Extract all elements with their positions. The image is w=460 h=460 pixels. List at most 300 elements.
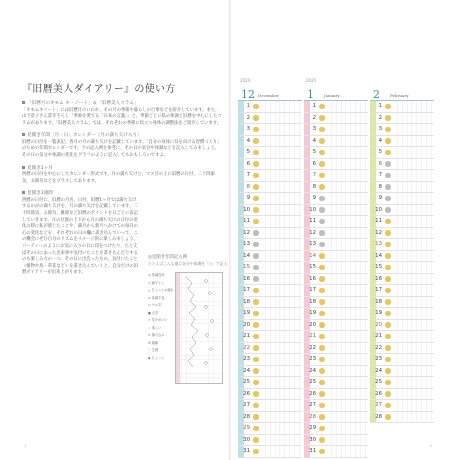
moon-phase-icon — [385, 219, 391, 225]
day-number: 10 — [375, 206, 382, 213]
day-row[interactable] — [238, 320, 302, 332]
entry-grid[interactable] — [393, 389, 434, 400]
day-row[interactable] — [370, 262, 434, 274]
entry-grid[interactable] — [261, 182, 302, 193]
legend-item: × 体調不良 — [148, 295, 165, 300]
moon-phase-icon — [385, 265, 391, 271]
entry-grid[interactable] — [393, 366, 434, 377]
example-chart-title: ◎見開き年間記入例 — [148, 255, 187, 260]
moon-phase-icon — [253, 426, 259, 432]
moon-phase-icon — [319, 322, 325, 328]
day-number: 1 — [312, 103, 316, 109]
entry-grid[interactable] — [393, 182, 434, 193]
entry-grid[interactable] — [393, 400, 434, 411]
day-row[interactable] — [238, 297, 302, 309]
day-row[interactable] — [304, 239, 368, 251]
day-row[interactable] — [238, 182, 302, 194]
moon-phase-icon — [385, 196, 391, 202]
day-number: 14 — [309, 252, 316, 259]
moon-phase-icon — [385, 345, 391, 351]
day-row[interactable] — [370, 147, 434, 159]
entry-grid[interactable] — [261, 216, 302, 227]
day-row[interactable] — [370, 274, 434, 286]
entry-grid[interactable] — [261, 297, 302, 308]
day-row[interactable] — [238, 228, 302, 240]
day-row[interactable] — [370, 366, 434, 378]
day-row[interactable] — [370, 228, 434, 240]
day-row[interactable] — [238, 354, 302, 366]
entry-grid[interactable] — [327, 423, 368, 434]
moon-phase-icon — [319, 161, 325, 167]
day-row[interactable] — [304, 331, 368, 343]
moon-phase-icon — [385, 322, 391, 328]
entry-grid[interactable] — [393, 193, 434, 204]
entry-grid[interactable] — [327, 262, 368, 273]
entry-grid[interactable] — [393, 262, 434, 273]
book-spine — [229, 0, 231, 460]
moon-phase-icon — [319, 115, 325, 121]
entry-grid[interactable] — [261, 251, 302, 262]
entry-grid[interactable] — [393, 285, 434, 296]
entry-grid[interactable] — [261, 400, 302, 411]
moon-phase-icon — [319, 449, 325, 455]
moon-phase-icon — [385, 242, 391, 248]
day-row[interactable] — [304, 147, 368, 159]
day-number: 22 — [309, 344, 316, 351]
entry-grid[interactable] — [327, 285, 368, 296]
entry-grid[interactable] — [261, 262, 302, 273]
month-column — [370, 88, 434, 423]
entry-grid[interactable] — [327, 101, 368, 112]
left-page — [22, 80, 222, 277]
moon-phase-icon — [319, 437, 325, 443]
day-number: 21 — [309, 333, 316, 339]
day-row[interactable] — [238, 170, 302, 182]
entry-grid[interactable] — [393, 320, 434, 331]
day-row[interactable] — [238, 262, 302, 274]
entry-grid[interactable] — [327, 389, 368, 400]
day-row[interactable] — [304, 170, 368, 182]
month-number: 12 — [241, 88, 255, 101]
entry-grid[interactable] — [327, 320, 368, 331]
entry-grid[interactable] — [327, 182, 368, 193]
day-number: 6 — [312, 160, 316, 167]
moon-phase-icon — [319, 150, 325, 156]
day-row[interactable] — [370, 389, 434, 401]
day-number: 2 — [312, 114, 316, 121]
entry-grid[interactable] — [327, 412, 368, 423]
entry-grid[interactable] — [261, 354, 302, 365]
page-number: 1 — [24, 444, 27, 448]
day-row[interactable] — [304, 354, 368, 366]
moon-phase-icon — [319, 104, 325, 110]
entry-grid[interactable] — [393, 343, 434, 354]
day-row[interactable] — [370, 205, 434, 217]
moon-phase-icon — [385, 414, 391, 420]
section-heading: 見開き年間「月・日」カレンダー（月の満ち欠け入り） — [27, 133, 142, 139]
day-row[interactable] — [238, 239, 302, 251]
moon-phase-icon — [385, 104, 391, 110]
moon-phase-icon — [253, 253, 259, 259]
day-row[interactable] — [304, 377, 368, 389]
section-heading: 見開き1ヶ月 — [27, 165, 53, 171]
entry-grid[interactable] — [393, 377, 434, 388]
entry-grid[interactable] — [327, 354, 368, 365]
moon-phase-icon — [253, 115, 259, 121]
entry-grid[interactable] — [393, 124, 434, 135]
entry-grid[interactable] — [327, 331, 368, 342]
month-column — [304, 88, 368, 458]
day-number: 26 — [243, 390, 250, 397]
entry-grid[interactable] — [393, 354, 434, 365]
moon-phase-icon — [253, 449, 259, 455]
entry-grid[interactable] — [393, 147, 434, 158]
day-number: 3 — [246, 126, 250, 132]
entry-grid[interactable] — [393, 331, 434, 342]
day-number: 21 — [375, 333, 382, 339]
day-row[interactable] — [370, 136, 434, 148]
example-dot — [210, 348, 213, 351]
entry-grid[interactable] — [261, 147, 302, 158]
entry-grid[interactable] — [327, 297, 368, 308]
entry-grid[interactable] — [261, 228, 302, 239]
entry-grid[interactable] — [393, 113, 434, 124]
day-row[interactable] — [370, 297, 434, 309]
entry-grid[interactable] — [393, 101, 434, 112]
day-row[interactable] — [304, 101, 368, 113]
page-number: 2 — [430, 444, 433, 448]
day-row[interactable] — [370, 320, 434, 332]
moon-phase-icon — [319, 414, 325, 420]
moon-phase-icon — [253, 276, 259, 282]
entry-grid[interactable] — [327, 400, 368, 411]
day-row[interactable] — [238, 113, 302, 125]
entry-grid[interactable] — [393, 159, 434, 170]
day-row[interactable] — [304, 320, 368, 332]
day-row[interactable] — [238, 136, 302, 148]
entry-grid[interactable] — [393, 274, 434, 285]
moon-phase-icon — [385, 368, 391, 374]
day-number: 30 — [243, 436, 250, 443]
entry-grid[interactable] — [261, 170, 302, 181]
day-row[interactable] — [304, 446, 368, 458]
day-row[interactable] — [238, 343, 302, 355]
entry-grid[interactable] — [393, 170, 434, 181]
day-number: 19 — [375, 310, 382, 316]
day-number: 18 — [309, 298, 316, 305]
entry-grid[interactable] — [327, 136, 368, 147]
day-number: 17 — [309, 287, 316, 293]
section-body: 「オモムキノート」には旧暦月のいわれ、その月の季節や暮らしの行事などを紹介しています。また、山下景子さん書き下ろし「季節を愛でる「日本の言葉」」と、季節ごとに私の体調と旧暦を中心にしたコラムがあります。「旧暦美人コラム」では、それぞれの季節に役立つ身体の調整法をご紹介しています。 — [22, 107, 222, 126]
moon-phase-icon — [385, 253, 391, 259]
entry-grid[interactable] — [261, 205, 302, 216]
entry-grid[interactable] — [261, 285, 302, 296]
day-row[interactable] — [238, 285, 302, 297]
square-bullet-icon — [22, 191, 25, 194]
entry-grid[interactable] — [261, 136, 302, 147]
entry-grid[interactable] — [327, 446, 368, 457]
day-row[interactable] — [370, 343, 434, 355]
day-row[interactable] — [304, 159, 368, 171]
entry-grid[interactable] — [261, 366, 302, 377]
day-row[interactable] — [370, 285, 434, 297]
day-row[interactable] — [304, 262, 368, 274]
day-row[interactable] — [238, 389, 302, 401]
day-row[interactable] — [370, 251, 434, 263]
entry-grid[interactable] — [327, 377, 368, 388]
day-row[interactable] — [304, 423, 368, 435]
entry-grid[interactable] — [261, 446, 302, 457]
entry-grid[interactable] — [327, 124, 368, 135]
moon-phase-icon — [319, 311, 325, 317]
moon-phase-icon — [319, 288, 325, 294]
moon-phase-icon — [253, 138, 259, 144]
day-row[interactable] — [304, 297, 368, 309]
moon-phase-icon — [253, 207, 259, 213]
day-row[interactable] — [370, 159, 434, 171]
entry-grid[interactable] — [393, 228, 434, 239]
moon-phase-icon — [385, 276, 391, 282]
day-row[interactable] — [370, 124, 434, 136]
day-number: 28 — [309, 413, 316, 420]
entry-grid[interactable] — [261, 412, 302, 423]
entry-grid[interactable] — [261, 193, 302, 204]
day-list — [370, 101, 434, 423]
day-row[interactable] — [370, 308, 434, 320]
day-number: 10 — [309, 206, 316, 213]
entry-grid[interactable] — [327, 239, 368, 250]
moon-phase-icon — [319, 253, 325, 259]
day-row[interactable] — [370, 170, 434, 182]
entry-grid[interactable] — [393, 297, 434, 308]
day-number: 17 — [243, 287, 250, 293]
day-row[interactable] — [238, 147, 302, 159]
entry-grid[interactable] — [393, 205, 434, 216]
entry-grid[interactable] — [261, 423, 302, 434]
day-number: 15 — [375, 264, 382, 270]
day-number: 8 — [378, 183, 382, 190]
moon-phase-icon — [385, 184, 391, 190]
section-body: 西暦の日付を中心にしたカレンダー形式です。月の満ち欠けと、マス目の上に旧暦の日付、二十四節気、五節句などをプラスしてあります。 — [22, 172, 215, 184]
entry-grid[interactable] — [327, 147, 368, 158]
entry-grid[interactable] — [261, 159, 302, 170]
moon-phase-icon — [385, 230, 391, 236]
day-row[interactable] — [238, 216, 302, 228]
day-row[interactable] — [304, 124, 368, 136]
day-number: 27 — [243, 402, 250, 408]
day-number: 9 — [378, 195, 382, 201]
day-row[interactable] — [238, 124, 302, 136]
moon-phase-icon — [319, 207, 325, 213]
entry-grid[interactable] — [327, 366, 368, 377]
day-number: 29 — [243, 425, 250, 431]
day-row[interactable] — [238, 274, 302, 286]
day-row[interactable] — [304, 136, 368, 148]
legend-item: ※ 頭痛 — [148, 340, 159, 345]
day-number: 6 — [246, 160, 250, 167]
entry-grid[interactable] — [393, 412, 434, 423]
day-row[interactable] — [370, 400, 434, 412]
square-bullet-icon — [22, 133, 25, 136]
entry-grid[interactable] — [327, 274, 368, 285]
day-row[interactable] — [238, 423, 302, 435]
day-number: 21 — [243, 333, 250, 339]
day-row[interactable] — [304, 228, 368, 240]
day-number: 16 — [375, 275, 382, 282]
day-row[interactable] — [238, 159, 302, 171]
day-number: 19 — [243, 310, 250, 316]
day-row[interactable] — [238, 331, 302, 343]
day-row[interactable] — [238, 377, 302, 389]
entry-grid[interactable] — [327, 251, 368, 262]
day-row[interactable] — [370, 331, 434, 343]
day-row[interactable] — [238, 308, 302, 320]
moon-phase-icon — [319, 391, 325, 397]
entry-grid[interactable] — [261, 274, 302, 285]
entry-grid[interactable] — [393, 251, 434, 262]
day-row[interactable] — [238, 446, 302, 458]
month-header — [304, 88, 368, 101]
legend-item: ◎ 体調良好 — [148, 273, 165, 277]
entry-grid[interactable] — [327, 343, 368, 354]
moon-phase-icon — [253, 265, 259, 271]
day-number: 26 — [309, 390, 316, 397]
day-row[interactable] — [304, 343, 368, 355]
day-number: 11 — [375, 218, 382, 224]
day-number: 15 — [243, 264, 250, 270]
day-row[interactable] — [238, 205, 302, 217]
day-number: 4 — [246, 137, 250, 144]
day-number: 29 — [309, 425, 316, 431]
day-row[interactable] — [304, 308, 368, 320]
moon-phase-icon — [385, 173, 391, 179]
entry-grid[interactable] — [261, 343, 302, 354]
entry-grid[interactable] — [261, 124, 302, 135]
day-row[interactable] — [238, 412, 302, 424]
moon-phase-icon — [253, 322, 259, 328]
day-row[interactable] — [370, 182, 434, 194]
day-row[interactable] — [370, 216, 434, 228]
day-row[interactable] — [304, 193, 368, 205]
entry-grid[interactable] — [327, 159, 368, 170]
year-label: 2024 — [240, 78, 251, 83]
example-dot — [205, 280, 208, 283]
day-number: 9 — [246, 195, 250, 201]
entry-grid[interactable] — [261, 308, 302, 319]
moon-phase-icon — [385, 288, 391, 294]
day-number: 5 — [312, 149, 316, 155]
entry-grid[interactable] — [261, 377, 302, 388]
day-row[interactable] — [304, 412, 368, 424]
day-row[interactable] — [370, 101, 434, 113]
day-number: 13 — [375, 241, 382, 247]
legend-item: ● 元気 — [148, 310, 159, 315]
day-row[interactable] — [238, 366, 302, 378]
day-row[interactable] — [304, 274, 368, 286]
entry-grid[interactable] — [261, 113, 302, 124]
entry-grid[interactable] — [327, 170, 368, 181]
entry-grid[interactable] — [327, 435, 368, 446]
entry-grid[interactable] — [327, 193, 368, 204]
day-number: 22 — [243, 344, 250, 351]
day-row[interactable] — [370, 354, 434, 366]
moon-phase-icon — [253, 403, 259, 409]
day-row[interactable] — [370, 239, 434, 251]
day-row[interactable] — [304, 435, 368, 447]
moon-phase-icon — [319, 368, 325, 374]
day-row[interactable] — [238, 101, 302, 113]
day-row[interactable] — [304, 205, 368, 217]
day-number: 3 — [312, 126, 316, 132]
day-row[interactable] — [238, 435, 302, 447]
moon-phase-icon — [385, 299, 391, 305]
moon-phase-icon — [385, 161, 391, 167]
moon-phase-icon — [319, 230, 325, 236]
section-heading: 見開き1週間 — [27, 191, 53, 197]
entry-grid[interactable] — [261, 239, 302, 250]
day-row[interactable] — [238, 251, 302, 263]
moon-phase-icon — [253, 150, 259, 156]
day-row[interactable] — [304, 113, 368, 125]
day-row[interactable] — [370, 377, 434, 389]
day-number: 23 — [309, 356, 316, 362]
day-row[interactable] — [304, 389, 368, 401]
day-number: 14 — [375, 252, 382, 259]
moon-phase-icon — [385, 115, 391, 121]
moon-phase-icon — [385, 391, 391, 397]
entry-grid[interactable] — [327, 205, 368, 216]
day-row[interactable] — [370, 412, 434, 424]
moon-phase-icon — [319, 357, 325, 363]
entry-grid[interactable] — [327, 308, 368, 319]
entry-grid[interactable] — [261, 101, 302, 112]
entry-grid[interactable] — [393, 239, 434, 250]
day-number: 1 — [246, 103, 250, 109]
legend-item: ☆ 楽しい — [148, 325, 162, 330]
entry-grid[interactable] — [393, 136, 434, 147]
entry-grid[interactable] — [393, 308, 434, 319]
day-row[interactable] — [238, 193, 302, 205]
moon-phase-icon — [319, 276, 325, 282]
day-row[interactable] — [370, 193, 434, 205]
moon-phase-icon — [385, 380, 391, 386]
day-row[interactable] — [238, 400, 302, 412]
day-row[interactable] — [304, 400, 368, 412]
entry-grid[interactable] — [327, 228, 368, 239]
day-row[interactable] — [304, 366, 368, 378]
day-number: 12 — [375, 229, 382, 236]
example-dot — [205, 362, 208, 365]
day-row[interactable] — [304, 216, 368, 228]
month-name: January — [324, 93, 340, 98]
entry-grid[interactable] — [261, 331, 302, 342]
day-row[interactable] — [304, 251, 368, 263]
moon-phase-icon — [319, 403, 325, 409]
entry-grid[interactable] — [261, 389, 302, 400]
day-number: 27 — [309, 402, 316, 408]
day-row[interactable] — [370, 113, 434, 125]
day-number: 7 — [246, 172, 250, 178]
entry-grid[interactable] — [327, 113, 368, 124]
entry-grid[interactable] — [261, 435, 302, 446]
entry-grid[interactable] — [393, 216, 434, 227]
entry-grid[interactable] — [327, 216, 368, 227]
day-row[interactable] — [304, 285, 368, 297]
day-number: 24 — [243, 367, 250, 374]
entry-grid[interactable] — [261, 320, 302, 331]
day-number: 22 — [375, 344, 382, 351]
day-row[interactable] — [304, 182, 368, 194]
